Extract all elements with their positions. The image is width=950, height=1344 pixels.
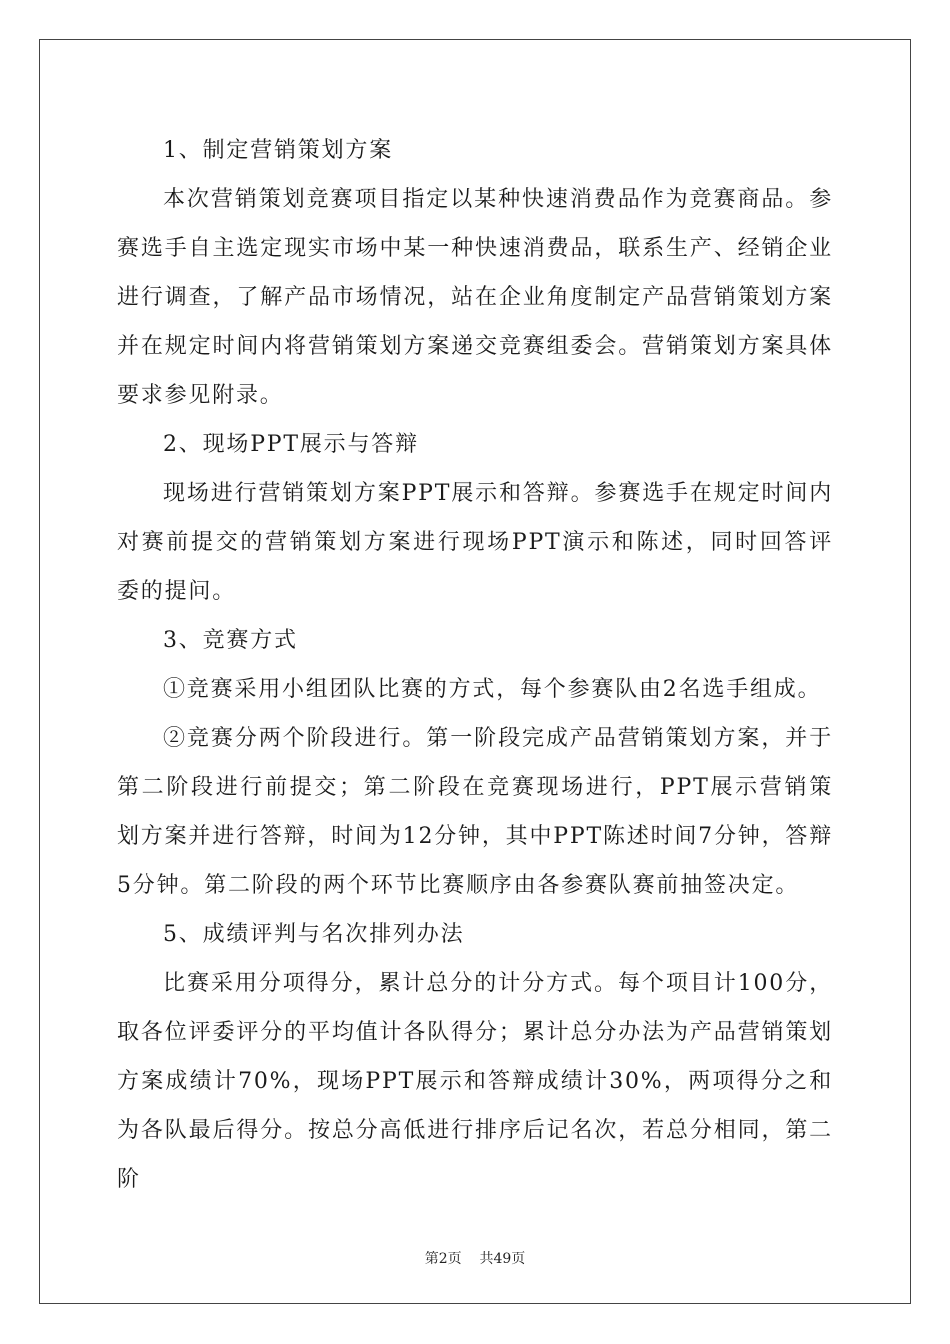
paragraph-scoring: 比赛采用分项得分，累计总分的计分方式。每个项目计100分，取各位评委评分的平均值计各队得分；累计总分办法为产品营销策划方案成绩计70%，现场PPT展示和答辩成绩计30%，两项得分之和为各队最后得分。按总分高低进行排序后记名次，若总分相同，第二阶 xyxy=(117,971,833,1192)
page-total: 共49页 xyxy=(479,1251,526,1267)
paragraph-format-stages: ②竞赛分两个阶段进行。第一阶段完成产品营销策划方案，并于第二阶段进行前提交；第二阶段在竞赛现场进行，PPT展示营销策划方案并进行答辩，时间为12分钟，其中PPT陈述时间7分钟，答辩5分钟。第二阶段的两个环节比赛顺序由各参赛队赛前抽签决定。 xyxy=(117,726,833,898)
heading-competition-format: 3、竞赛方式 xyxy=(163,628,298,653)
page-footer xyxy=(0,1248,950,1268)
heading-marketing-plan: 1、制定营销策划方案 xyxy=(163,138,393,163)
page-number: 第2页 xyxy=(424,1251,462,1267)
paragraph-marketing-plan: 本次营销策划竞赛项目指定以某种快速消费品作为竞赛商品。参赛选手自主选定现实市场中某一种快速消费品，联系生产、经销企业进行调查，了解产品市场情况，站在企业角度制定产品营销策划方案并在规定时间内将营销策划方案递交竞赛组委会。营销策划方案具体要求参见附录。 xyxy=(117,187,833,408)
document-body xyxy=(117,126,833,1204)
paragraph-format-team: ①竞赛采用小组团队比赛的方式，每个参赛队由2名选手组成。 xyxy=(163,677,822,702)
heading-ppt-defense: 2、现场PPT展示与答辩 xyxy=(163,432,419,457)
paragraph-ppt-defense: 现场进行营销策划方案PPT展示和答辩。参赛选手在规定时间内对赛前提交的营销策划方案进行现场PPT演示和陈述，同时回答评委的提问。 xyxy=(117,481,833,604)
heading-scoring: 5、成绩评判与名次排列办法 xyxy=(163,922,465,947)
